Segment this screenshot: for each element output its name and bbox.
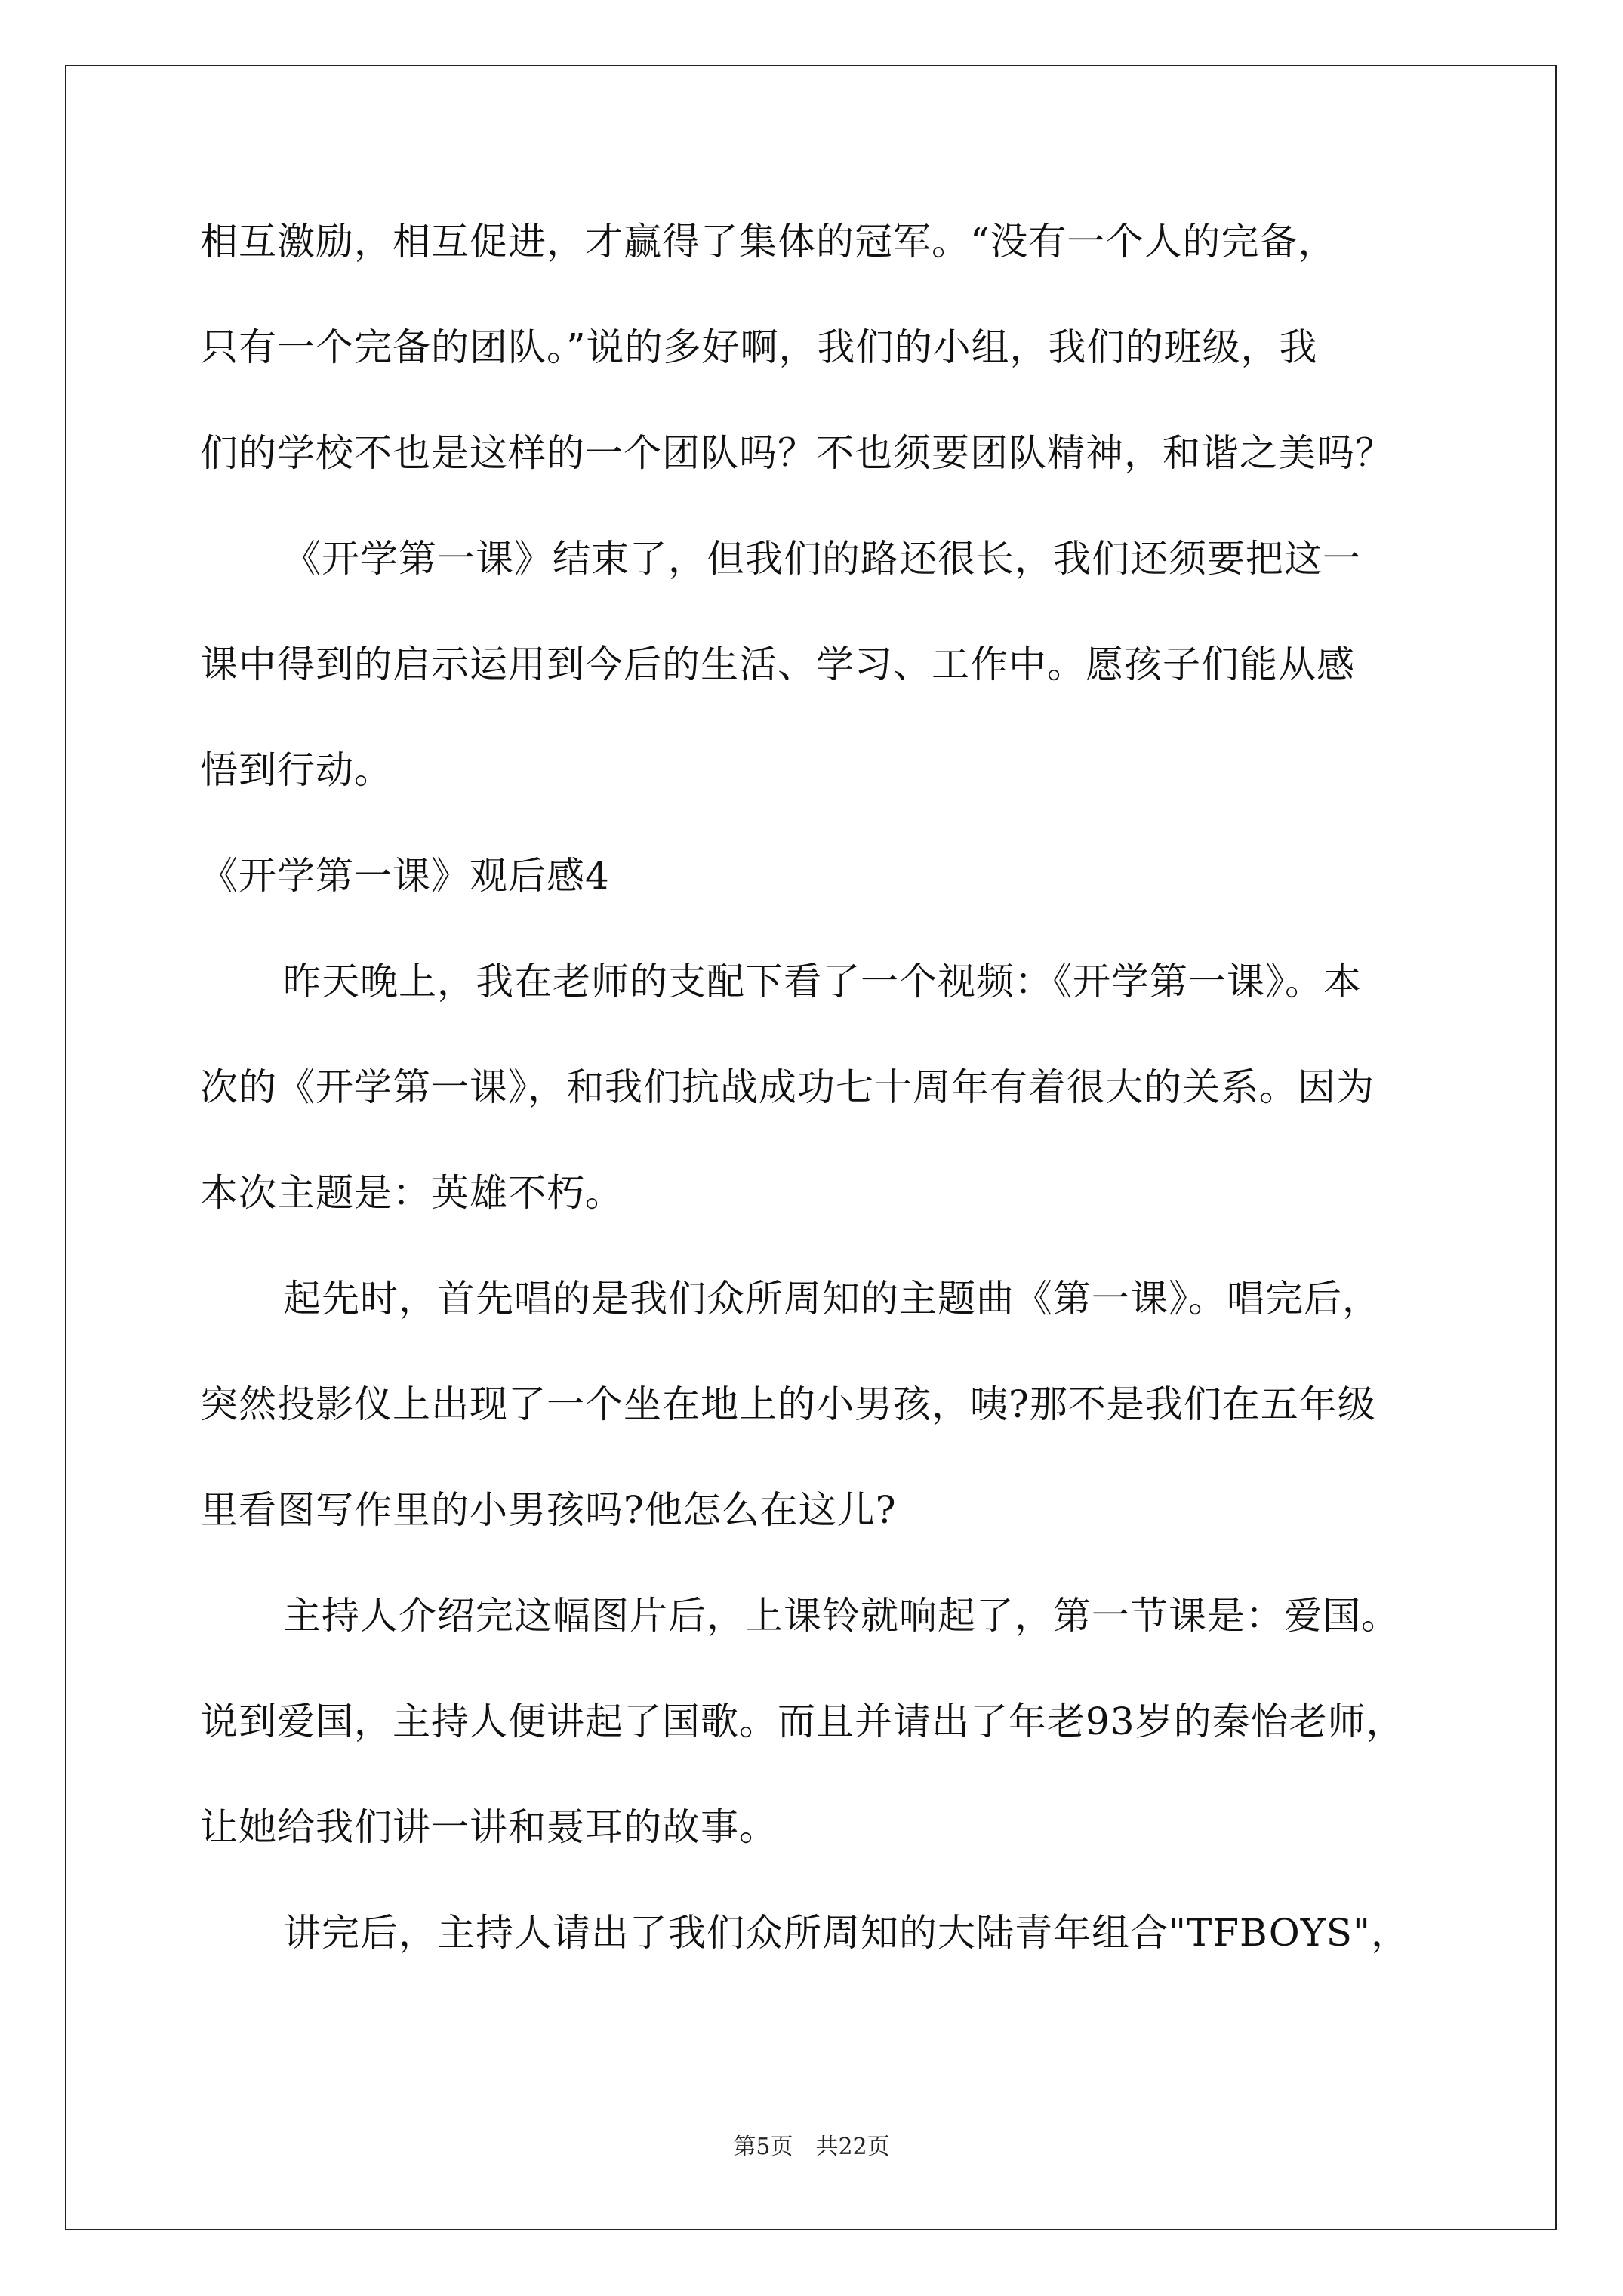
document-body — [200, 189, 1438, 1986]
text-line: 课中得到的启示运用到今后的生活、学习、工作中。愿孩子们能从感 — [200, 643, 1355, 686]
text-line: 里看图写作里的小男孩吗?他怎么在这儿? — [200, 1488, 897, 1532]
paragraph-start-line: 起先时，首先唱的是我们众所周知的主题曲《第一课》。唱完后， — [283, 1277, 1381, 1321]
text-line: 们的学校不也是这样的一个团队吗？不也须要团队精神，和谐之美吗？ — [200, 431, 1394, 475]
paragraph-start-line: 昨天晚上，我在老师的支配下看了一个视频：《开学第一课》。本 — [283, 960, 1362, 1003]
page-total: 共22页 — [815, 2134, 890, 2160]
text-line: 相互激励，相互促进，才赢得了集体的冠军。“没有一个人的完备， — [200, 220, 1337, 264]
paragraph-start-line: 讲完后，主持人请出了我们众所周知的大陆青年组合"TFBOYS"， — [283, 1911, 1409, 1955]
text-line: 次的《开学第一课》，和我们抗战成功七十周年有着很大的关系。因为 — [200, 1065, 1375, 1109]
text-line: 说到爱国，主持人便讲起了国歌。而且并请出了年老93岁的秦怡老师， — [200, 1700, 1405, 1743]
paragraph-start-line: 主持人介绍完这幅图片后，上课铃就响起了，第一节课是：爱国。 — [283, 1594, 1400, 1638]
text-line: 让她给我们讲一讲和聂耳的故事。 — [200, 1805, 778, 1849]
section-heading: 《开学第一课》观后感4 — [200, 854, 610, 898]
page-number: 第5页 — [733, 2134, 793, 2160]
text-line: 本次主题是：英雄不朽。 — [200, 1171, 624, 1215]
text-line: 只有一个完备的团队。”说的多好啊，我们的小组，我们的班级，我 — [200, 325, 1318, 369]
text-line: 悟到行动。 — [200, 748, 393, 792]
paragraph-start-line: 《开学第一课》结束了，但我们的路还很长，我们还须要把这一 — [283, 537, 1361, 581]
text-line: 突然投影仪上出现了一个坐在地上的小男孩，咦?那不是我们在五年级 — [200, 1382, 1376, 1426]
page-footer — [0, 2128, 1623, 2161]
